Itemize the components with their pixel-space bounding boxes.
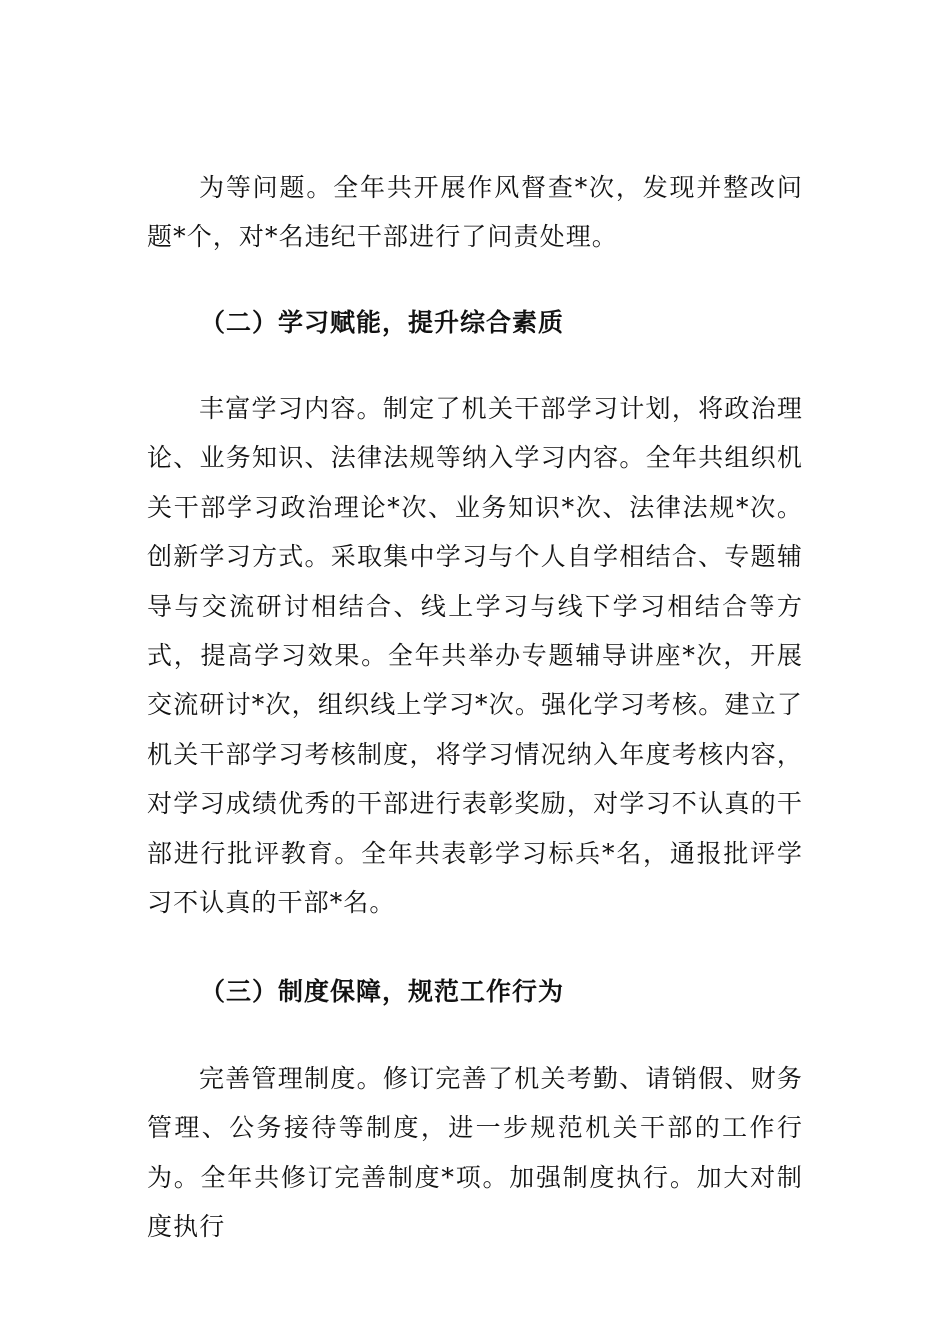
paragraph-learning-content: 丰富学习内容。制定了机关干部学习计划，将政治理论、业务知识、法律法规等纳入学习内容。全年共组织机关干部学习政治理论*次、业务知识*次、法律法规*次。创新学习方式。采取集中学习与个人自学相结合、专题辅导与交流研讨相结合、线上学习与线下学习相结合等方式，提高学习效果。全年共举办专题辅导讲座*次，开展交流研讨*次，组织线上学习*次。强化学习考核。建立了机关干部学习考核制度，将学习情况纳入年度考核内容，对学习成绩优秀的干部进行表彰奖励，对学习不认真的干部进行批评教育。全年共表彰学习标兵*名，通报批评学习不认真的干部*名。 (147, 394, 803, 918)
section-heading-institutions: （三）制度保障，规范工作行为 (200, 977, 565, 1006)
paragraph-management-system: 完善管理制度。修订完善了机关考勤、请销假、财务管理、公务接待等制度，进一步规范机关干部的工作行为。全年共修订完善制度*项。加强制度执行。加大对制度执行 (147, 1064, 803, 1242)
section-heading-learning: （二）学习赋能，提升综合素质 (200, 308, 565, 337)
paragraph-inspection-results: 为等问题。全年共开展作风督查*次，发现并整改问题*个，对*名违纪干部进行了问责处理。 (147, 173, 803, 252)
